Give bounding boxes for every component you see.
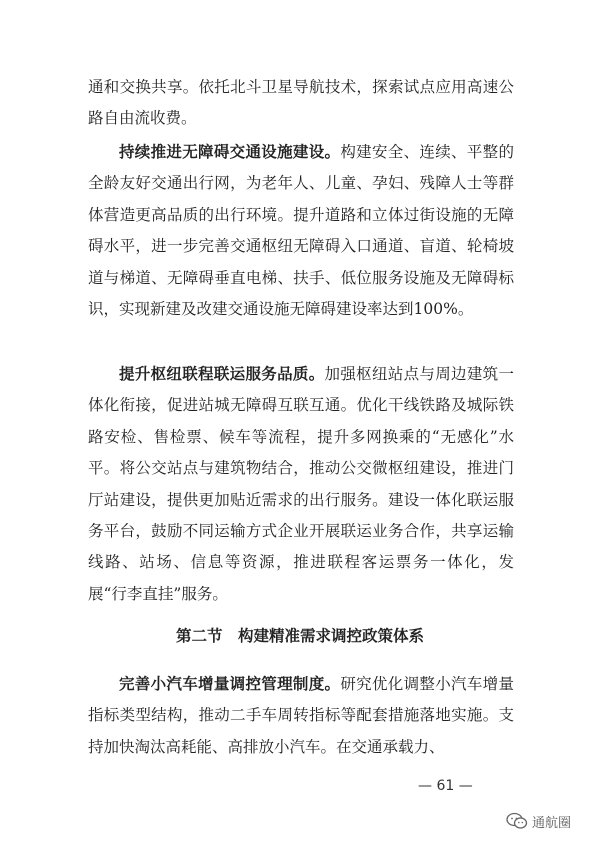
paragraph-barrier-free — [88, 136, 514, 325]
watermark — [506, 810, 571, 832]
section-heading: 第二节 构建精准需求调控政策体系 — [175, 626, 424, 645]
paragraph-hub-service — [88, 358, 514, 610]
watermark-text: 通航圈 — [532, 815, 572, 831]
paragraph-lead-heading: 持续推进无障碍交通设施建设。 — [119, 142, 341, 161]
paragraph-body: 加强枢纽站点与周边建筑一体化衔接，促进站城无障碍互联互通。优化干线铁路及城际铁路安检、售检票、候车等流程，提升多网换乘的“无感化”水平。将公交站点与建筑物结合，推动公交微枢纽建设，推进门厅站建设，提供更加贴近需求的出行服务。建设一体化联运服务平台，鼓励不同运输方式企业开展联运业务合作，共享运输线路、站场、信息等资源，推进联程客运票务一体化，发展“行李直挂”服务。 — [88, 365, 514, 603]
paragraph-lead-heading: 提升枢纽联程联运服务品质。 — [119, 364, 325, 383]
page-number: — 61 — — [418, 778, 473, 794]
paragraph-body: 构建安全、连续、平整的全龄友好交通出行网，为老年人、儿童、孕妇、残障人士等群体营造更高品质的出行环境。提升道路和立体过街设施的无障碍水平，进一步完善交通枢纽无障碍入口通道、盲道、轮椅坡道与梯道、无障碍垂直电梯、扶手、低位服务设施及无障碍标识，实现新建及改建交通设施无障碍建设率达到100%。 — [88, 143, 514, 319]
paragraph-continued: 通和交换共享。依托北斗卫星导航技术，探索试点应用高速公路自由流收费。 — [88, 78, 514, 128]
paragraph-lead-heading: 完善小汽车增量调控管理制度。 — [119, 674, 341, 693]
paragraph-car-control — [88, 668, 514, 763]
paragraph-body: 研究优化调整小汽车增量指标类型结构，推动二手车周转指标等配套措施落地实施。支持加快淘汰高耗能、高排放小汽车。在交通承载力、 — [88, 675, 514, 756]
wechat-icon — [506, 812, 528, 830]
